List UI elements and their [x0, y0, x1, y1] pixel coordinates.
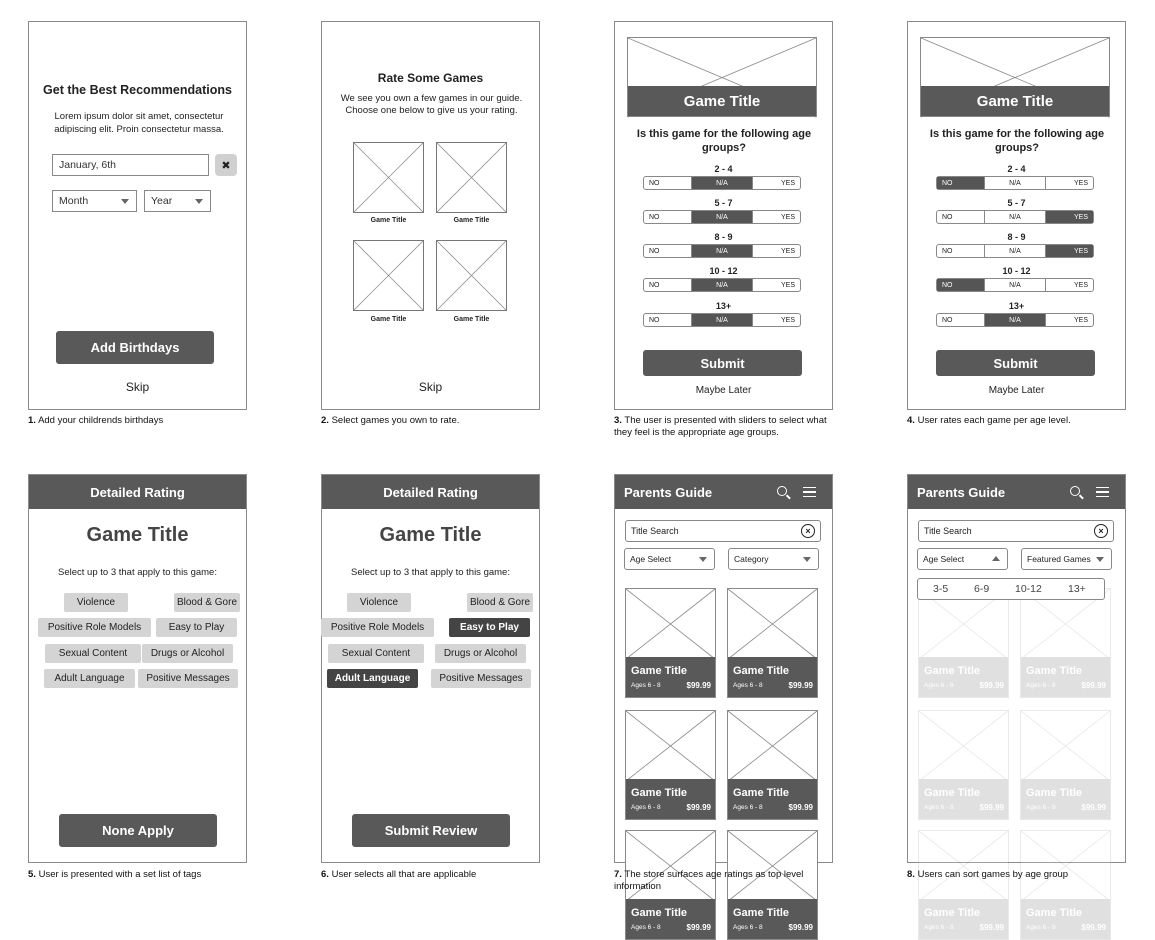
submit-button[interactable]: Submit [643, 350, 802, 376]
option-no[interactable]: NO [937, 279, 984, 291]
search-icon[interactable] [1070, 486, 1080, 496]
year-select-value: Year [151, 195, 173, 207]
page-title: Rate Some Games [377, 71, 484, 85]
game-label: Game Title [370, 316, 407, 323]
clear-search-icon[interactable]: × [801, 524, 815, 538]
age-group-label: 8 - 9 [714, 232, 733, 242]
card-price: $99.99 [686, 923, 711, 932]
card-ages: Ages 6 - 8 [733, 804, 763, 811]
card-ages: Ages 6 - 8 [733, 924, 763, 931]
card-title: Game Title [924, 787, 981, 799]
card-ages: Ages 6 - 8 [1026, 924, 1056, 931]
age-group-label: 8 - 9 [1007, 232, 1026, 242]
caption-7: 7. The store surfaces age ratings as top level information [614, 869, 804, 892]
age-group-label: 10 - 12 [1002, 266, 1031, 276]
age-rating-slider[interactable] [936, 313, 1094, 327]
game-card[interactable] [918, 588, 1009, 698]
age-select-label: Age Select [630, 554, 672, 564]
caption-2: 2. Select games you own to rate. [321, 415, 460, 426]
tag-chip[interactable]: Positive Role Models [38, 618, 151, 637]
chevron-icon [699, 557, 707, 562]
game-label: Game Title [453, 217, 490, 224]
search-input[interactable] [918, 520, 1114, 542]
age-group-label: 5 - 7 [714, 198, 733, 208]
game-thumbnail[interactable] [436, 142, 507, 213]
maybe-later-link[interactable]: Maybe Later [988, 385, 1045, 396]
screen-add-birthdays [28, 21, 247, 410]
skip-link[interactable]: Skip [125, 380, 150, 394]
age-select-label: Age Select [923, 554, 965, 564]
caption-6: 6. User selects all that are applicable [321, 869, 477, 880]
card-price: $99.99 [1081, 681, 1106, 690]
card-title: Game Title [733, 787, 790, 799]
card-ages: Ages 6 - 8 [924, 924, 954, 931]
age-option[interactable]: 6-9 [974, 583, 990, 595]
card-title: Game Title [1026, 665, 1083, 677]
option-no[interactable]: NO [942, 247, 953, 255]
option-na[interactable]: N/A [691, 314, 753, 326]
game-card[interactable] [1020, 830, 1111, 940]
age-select-dropdown[interactable] [917, 548, 1008, 570]
age-group-label: 13+ [715, 301, 732, 311]
month-select-value: Month [59, 195, 89, 207]
menu-icon[interactable] [803, 487, 816, 497]
card-title: Game Title [631, 665, 688, 677]
card-ages: Ages 6 - 8 [1026, 804, 1056, 811]
caption-8: 8. Users can sort games by age group [907, 869, 1069, 880]
game-card[interactable] [727, 710, 818, 820]
age-options-menu [917, 578, 1105, 600]
add-birthdays-button[interactable]: Add Birthdays [56, 331, 214, 364]
skip-link[interactable]: Skip [418, 380, 443, 394]
page-title: Get the Best Recommendations [43, 83, 232, 97]
card-title: Game Title [733, 907, 790, 919]
option-yes[interactable]: YES [1046, 211, 1093, 223]
option-yes[interactable]: YES [780, 179, 795, 187]
age-rating-slider[interactable] [936, 210, 1094, 224]
option-yes[interactable]: YES [780, 316, 795, 324]
year-select[interactable] [144, 190, 211, 212]
header-bar [908, 475, 1125, 509]
question-text: Is this game for the following age groups? [929, 128, 1105, 154]
card-title: Game Title [924, 907, 981, 919]
age-rating-slider[interactable] [643, 210, 801, 224]
age-option[interactable]: 10-12 [1015, 583, 1042, 595]
option-yes[interactable]: YES [780, 247, 795, 255]
tag-chip[interactable]: Positive Messages [138, 669, 238, 688]
hero-image [920, 37, 1110, 117]
age-rating-slider[interactable] [643, 313, 801, 327]
card-price: $99.99 [686, 803, 711, 812]
header-title: Detailed Rating [90, 484, 185, 500]
option-yes[interactable]: YES [1046, 245, 1093, 257]
tag-chip[interactable]: Sexual Content [45, 644, 141, 663]
option-no[interactable]: NO [649, 179, 660, 187]
tag-chip[interactable]: Easy to Play [156, 618, 237, 637]
card-price: $99.99 [788, 681, 813, 690]
tag-chip[interactable]: Violence [64, 593, 128, 612]
menu-icon[interactable] [1096, 487, 1109, 497]
card-price: $99.99 [686, 681, 711, 690]
tag-chip[interactable]: Positive Messages [431, 669, 531, 688]
option-na[interactable]: N/A [691, 245, 753, 257]
option-yes[interactable]: YES [780, 213, 795, 221]
option-na[interactable]: N/A [984, 245, 1046, 257]
game-card[interactable] [918, 710, 1009, 820]
game-title: Game Title [86, 524, 189, 546]
app-title: Parents Guide [917, 484, 1006, 500]
option-na[interactable]: N/A [984, 211, 1046, 223]
option-yes[interactable]: YES [1073, 179, 1088, 187]
card-title: Game Title [1026, 787, 1083, 799]
screen-detailed-rating-selected [321, 474, 540, 863]
tag-chip[interactable]: Blood & Gore [467, 593, 533, 612]
tag-chip[interactable]: Drugs or Alcohol [435, 644, 526, 663]
tag-chip[interactable]: Blood & Gore [174, 593, 240, 612]
screen-rate-games [321, 21, 540, 410]
category-label: Category [734, 554, 769, 564]
card-price: $99.99 [788, 923, 813, 932]
search-placeholder: Title Search [631, 526, 679, 536]
clear-date-button[interactable] [215, 154, 237, 176]
tag-chip[interactable]: Positive Role Models [321, 618, 434, 637]
age-group-label: 2 - 4 [1007, 164, 1026, 174]
tag-chip[interactable]: Easy to Play [449, 618, 530, 637]
none-apply-button[interactable]: None Apply [59, 814, 217, 847]
option-no[interactable]: NO [649, 316, 660, 324]
header-bar [29, 475, 246, 509]
game-card[interactable] [625, 588, 716, 698]
intro-text: Lorem ipsum dolor sit amet, consectetur adipiscing elit. Proin consectetur massa. [54, 111, 224, 135]
card-price: $99.99 [979, 803, 1004, 812]
chevron-down-icon [195, 199, 203, 204]
screen-age-rating [614, 21, 833, 410]
close-icon: ✖ [221, 159, 231, 172]
game-card[interactable] [1020, 710, 1111, 820]
card-ages: Ages 6 - 8 [631, 924, 661, 931]
option-no[interactable]: NO [942, 213, 953, 221]
month-select[interactable] [52, 190, 137, 212]
option-na[interactable]: N/A [691, 177, 753, 189]
game-thumbnail[interactable] [436, 240, 507, 311]
caption-5: 5. User is presented with a set list of tags [28, 869, 202, 880]
chevron-down-icon [121, 199, 129, 204]
age-group-label: 10 - 12 [709, 266, 738, 276]
option-no[interactable]: NO [942, 316, 953, 324]
card-price: $99.99 [1081, 923, 1106, 932]
instruction-text: Select up to 3 that apply to this game: [58, 567, 217, 578]
game-title: Game Title [628, 86, 816, 116]
game-card[interactable] [1020, 588, 1111, 698]
age-rating-slider[interactable] [643, 244, 801, 258]
tag-chip[interactable]: Drugs or Alcohol [142, 644, 233, 663]
option-na[interactable]: N/A [984, 279, 1046, 291]
age-group-label: 2 - 4 [714, 164, 733, 174]
option-no[interactable]: NO [649, 281, 660, 289]
card-ages: Ages 6 - 8 [924, 804, 954, 811]
age-rating-slider[interactable] [936, 176, 1094, 190]
option-na[interactable]: N/A [691, 211, 753, 223]
option-no[interactable]: NO [649, 247, 660, 255]
submit-button[interactable]: Submit [936, 350, 1095, 376]
instruction-text: Select up to 3 that apply to this game: [351, 567, 510, 578]
card-price: $99.99 [979, 923, 1004, 932]
age-group-label: 13+ [1008, 301, 1025, 311]
game-card[interactable] [625, 710, 716, 820]
header-bar [615, 475, 832, 509]
submit-review-button[interactable]: Submit Review [352, 814, 510, 847]
card-ages: Ages 6 - 8 [631, 804, 661, 811]
search-placeholder: Title Search [924, 526, 972, 536]
age-rating-slider[interactable] [936, 244, 1094, 258]
option-no[interactable]: NO [649, 213, 660, 221]
age-rating-slider[interactable] [643, 278, 801, 292]
hero-image [627, 37, 817, 117]
app-title: Parents Guide [624, 484, 713, 500]
category-dropdown[interactable] [1021, 548, 1112, 570]
card-ages: Ages 6 - 8 [631, 682, 661, 689]
option-no[interactable]: NO [937, 177, 984, 189]
game-label: Game Title [370, 217, 407, 224]
header-bar [322, 475, 539, 509]
question-text: Is this game for the following age groups? [636, 128, 812, 154]
card-price: $99.99 [979, 681, 1004, 690]
card-ages: Ages 6 - 8 [733, 682, 763, 689]
option-na[interactable]: N/A [691, 279, 753, 291]
age-rating-slider[interactable] [643, 176, 801, 190]
option-na[interactable]: N/A [984, 177, 1046, 189]
category-dropdown[interactable] [728, 548, 819, 570]
maybe-later-link[interactable]: Maybe Later [695, 385, 752, 396]
screen-detailed-rating [28, 474, 247, 863]
option-yes[interactable]: YES [780, 281, 795, 289]
age-group-label: 5 - 7 [1007, 198, 1026, 208]
game-thumbnail[interactable] [353, 240, 424, 311]
card-title: Game Title [631, 787, 688, 799]
game-card[interactable] [727, 588, 818, 698]
option-yes[interactable]: YES [1073, 316, 1088, 324]
tag-chip[interactable]: Adult Language [327, 669, 418, 688]
game-title: Game Title [921, 86, 1109, 116]
card-title: Game Title [733, 665, 790, 677]
card-price: $99.99 [788, 803, 813, 812]
search-icon[interactable] [777, 486, 787, 496]
option-yes[interactable]: YES [1073, 281, 1088, 289]
age-rating-slider[interactable] [936, 278, 1094, 292]
tag-chip[interactable]: Violence [347, 593, 411, 612]
card-price: $99.99 [1081, 803, 1106, 812]
clear-search-icon[interactable]: × [1094, 524, 1108, 538]
caption-1: 1. Add your childrends birthdays [28, 415, 164, 426]
caption-3: 3. The user is presented with sliders to select what they feel is the appropriate age groups. [614, 415, 827, 438]
chevron-down-icon [1096, 557, 1104, 562]
birthday-input[interactable]: January, 6th [52, 154, 209, 176]
card-title: Game Title [1026, 907, 1083, 919]
card-ages: Ages 6 - 8 [924, 682, 954, 689]
game-title: Game Title [379, 524, 482, 546]
header-title: Detailed Rating [383, 484, 478, 500]
game-thumbnail[interactable] [353, 142, 424, 213]
intro-text: We see you own a few games in our guide. Choose one below to give us your rating. [340, 93, 523, 116]
age-option[interactable]: 3-5 [933, 583, 949, 595]
caption-4: 4. User rates each game per age level. [907, 415, 1071, 426]
screen-age-rating-filled [907, 21, 1126, 410]
chevron-icon [992, 556, 1000, 561]
tag-chip[interactable]: Sexual Content [328, 644, 424, 663]
age-select-dropdown[interactable] [624, 548, 715, 570]
search-input[interactable] [625, 520, 821, 542]
card-ages: Ages 6 - 8 [1026, 682, 1056, 689]
card-title: Game Title [924, 665, 981, 677]
option-na[interactable]: N/A [984, 314, 1046, 326]
game-label: Game Title [453, 316, 490, 323]
chevron-down-icon [803, 557, 811, 562]
game-card[interactable] [918, 830, 1009, 940]
tag-chip[interactable]: Adult Language [44, 669, 135, 688]
category-label: Featured Games [1027, 554, 1091, 564]
age-option[interactable]: 13+ [1068, 583, 1086, 595]
card-title: Game Title [631, 907, 688, 919]
